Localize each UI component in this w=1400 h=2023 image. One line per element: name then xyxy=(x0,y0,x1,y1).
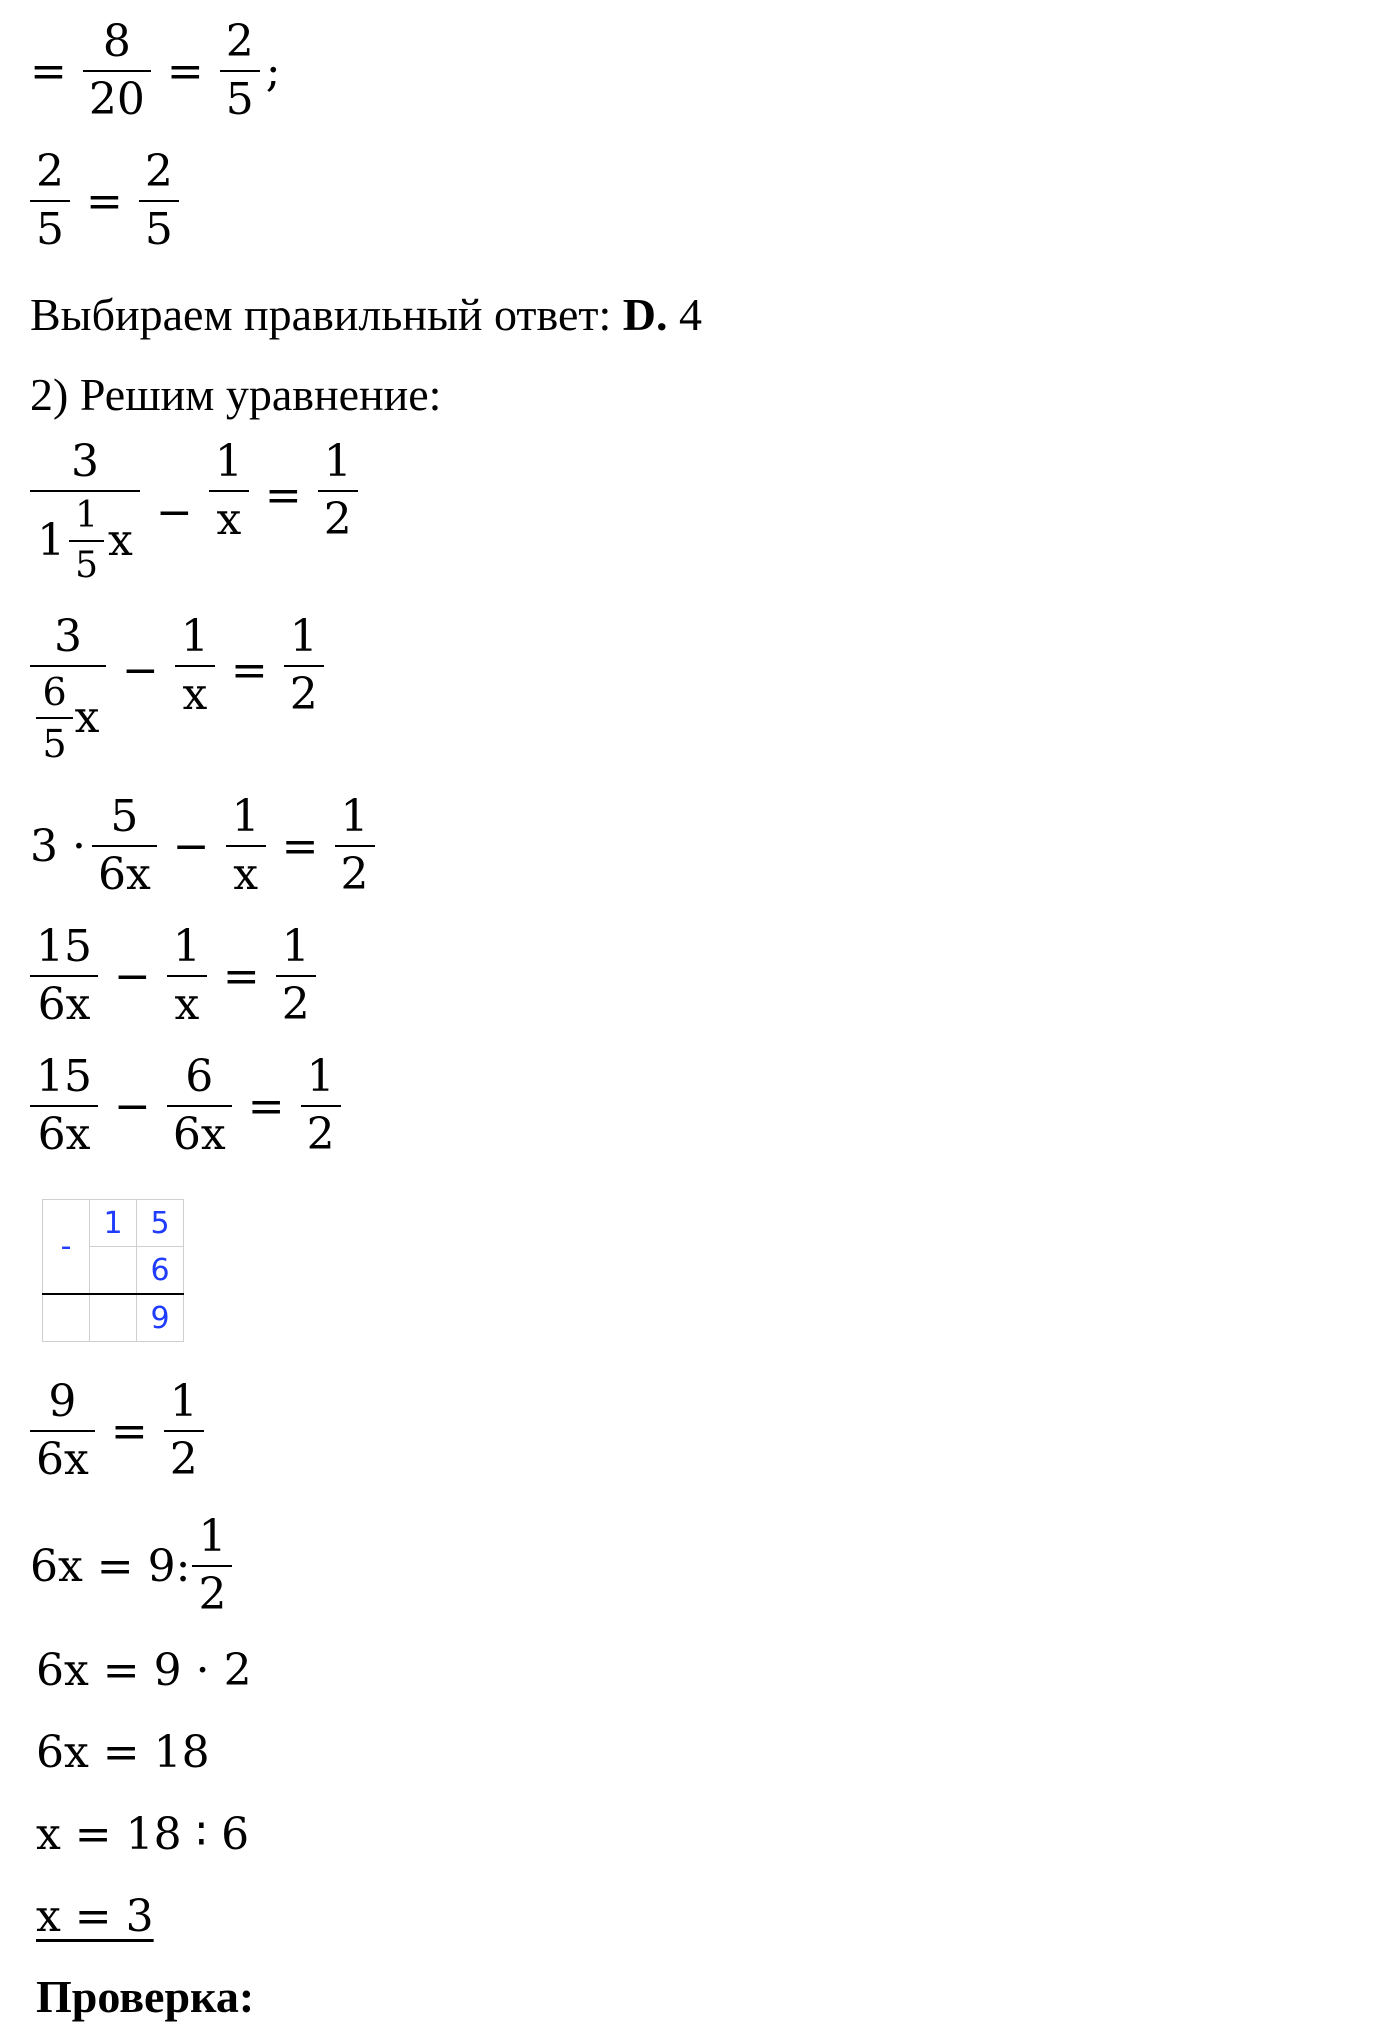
final-answer-text: x = 3 xyxy=(36,1891,154,1942)
digit-cell xyxy=(90,1294,137,1342)
column-subtraction-table xyxy=(42,1199,184,1342)
fraction: $\frac{1}{2}$ xyxy=(192,1515,232,1617)
equation-step-2 xyxy=(30,611,330,766)
fraction: 3 $\frac{6}{5}$ x xyxy=(30,615,106,763)
equals-sign: = xyxy=(30,45,67,97)
equation-line-2 xyxy=(30,146,185,255)
minus-sign: − xyxy=(122,645,159,696)
equals-sign: = xyxy=(247,1080,285,1132)
digit-cell: 6 xyxy=(137,1247,184,1295)
equals-sign: = xyxy=(230,645,268,696)
equation-step-3 xyxy=(30,791,381,900)
equals-sign: = xyxy=(166,45,204,97)
final-answer xyxy=(36,1891,154,1942)
fraction: $\frac{2}{5}$ xyxy=(139,150,179,252)
expression: x = 18 ∶ 6 xyxy=(36,1809,250,1860)
digit-cell: 1 xyxy=(90,1200,137,1247)
fraction: $\frac{1}{2}$ xyxy=(335,795,375,897)
answer-line xyxy=(30,288,702,341)
minus-sign: − xyxy=(114,1080,151,1132)
equation-step-10 xyxy=(36,1809,249,1860)
answer-prefix: Выбираем правильный ответ: xyxy=(30,289,612,340)
fraction: $\frac{8}{20}$ xyxy=(83,20,151,122)
equation-line-1 xyxy=(30,16,281,125)
fraction: $\frac{1}{2}$ xyxy=(318,440,358,542)
equation-step-6 xyxy=(30,1376,210,1485)
fraction: $\frac{5}{6x}$ xyxy=(92,795,157,897)
equals-sign: = xyxy=(222,950,260,1002)
check-heading xyxy=(36,1970,254,2023)
check-heading-text: Проверка: xyxy=(36,1971,255,2022)
equation-step-5 xyxy=(30,1051,347,1160)
expression: 6x = 9: xyxy=(30,1540,191,1592)
fraction: $\frac{1}{2}$ xyxy=(284,615,324,717)
fraction: 3 1 $\frac{1}{5}$ x xyxy=(30,440,140,584)
answer-value: 4 xyxy=(678,289,702,340)
equation-step-9 xyxy=(36,1727,210,1778)
coefficient: 3 · xyxy=(30,820,86,872)
fraction: $\frac{2}{5}$ xyxy=(30,150,70,252)
minus-sign: - xyxy=(43,1200,90,1295)
expression: 6x = 18 xyxy=(36,1727,210,1778)
expression: 6x = 9 · 2 xyxy=(36,1645,252,1696)
equation-step-4 xyxy=(30,921,322,1030)
section-title xyxy=(30,368,441,421)
semicolon: ; xyxy=(265,45,281,97)
equals-sign: = xyxy=(110,1405,148,1457)
fraction: $\frac{1}{x}$ xyxy=(226,795,266,897)
equals-sign: = xyxy=(281,820,319,872)
equation-step-7 xyxy=(30,1511,238,1620)
fraction: $\frac{2}{5}$ xyxy=(220,20,260,122)
minus-sign: − xyxy=(156,486,193,538)
fraction: $\frac{1}{x}$ xyxy=(175,615,215,717)
equals-sign: = xyxy=(264,470,302,521)
equation-step-8 xyxy=(36,1645,252,1696)
fraction: $\frac{1}{2}$ xyxy=(276,925,316,1027)
digit-cell xyxy=(90,1247,137,1295)
section-title-text: 2) Решим уравнение: xyxy=(30,369,442,420)
fraction: $\frac{1}{2}$ xyxy=(301,1055,341,1157)
fraction: $\frac{15}{6x}$ xyxy=(30,1055,98,1157)
fraction: $\frac{1}{x}$ xyxy=(209,440,249,542)
minus-sign: − xyxy=(114,950,151,1002)
fraction: $\frac{15}{6x}$ xyxy=(30,925,98,1027)
answer-letter: D. xyxy=(622,289,668,340)
digit-cell: 5 xyxy=(137,1200,184,1247)
fraction: $\frac{1}{x}$ xyxy=(167,925,207,1027)
fraction: $\frac{6}{6x}$ xyxy=(167,1055,232,1157)
minus-sign: − xyxy=(172,820,210,872)
equals-sign: = xyxy=(86,175,123,227)
digit-cell xyxy=(43,1294,90,1342)
fraction: $\frac{1}{2}$ xyxy=(164,1380,204,1482)
fraction: $\frac{9}{6x}$ xyxy=(30,1380,95,1482)
equation-step-1 xyxy=(30,436,364,586)
digit-cell: 9 xyxy=(137,1294,184,1342)
